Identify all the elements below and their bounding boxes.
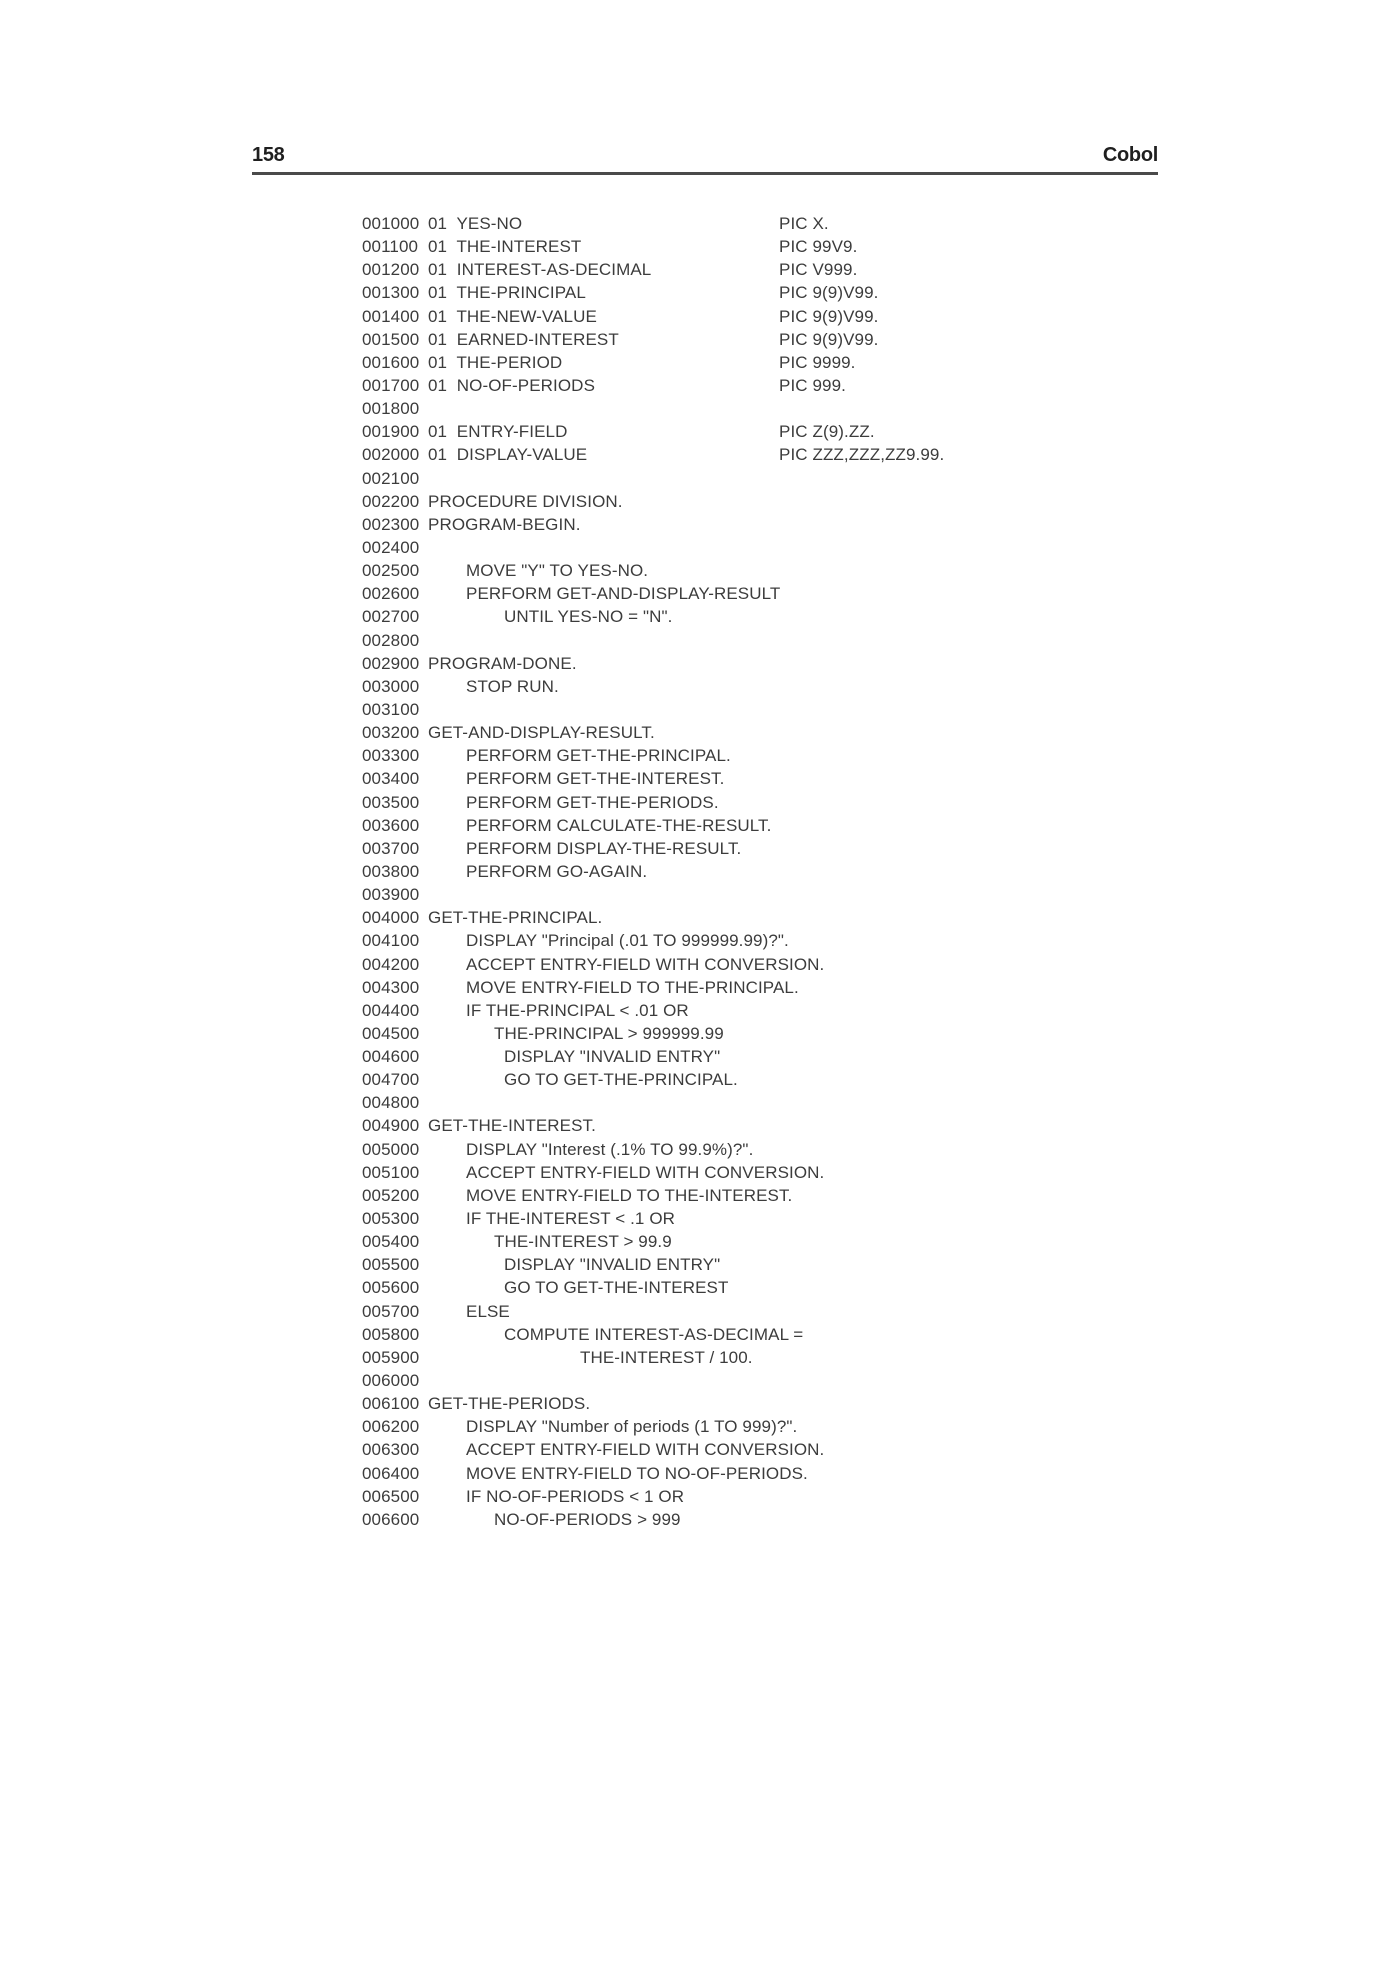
- code-text: STOP RUN.: [466, 676, 559, 696]
- code-text: COMPUTE INTEREST-AS-DECIMAL =: [504, 1324, 804, 1344]
- code-text: 01 THE-INTEREST: [428, 237, 582, 257]
- code-text: GO TO GET-THE-PRINCIPAL.: [504, 1070, 738, 1090]
- header-rule: [252, 172, 1158, 175]
- code-text: DISPLAY "INVALID ENTRY": [504, 1047, 721, 1067]
- code-line: [362, 860, 1082, 883]
- code-text: PERFORM GET-AND-DISPLAY-RESULT: [466, 584, 781, 604]
- code-text: 01 INTEREST-AS-DECIMAL: [428, 260, 652, 280]
- code-text: ELSE: [466, 1301, 510, 1321]
- line-number: 005400: [362, 1232, 420, 1252]
- line-number: 002400: [362, 537, 420, 557]
- line-number: 003600: [362, 815, 420, 835]
- code-line: [362, 212, 1082, 235]
- line-number: 004100: [362, 931, 420, 951]
- picture-clause: PIC 9(9)V99.: [779, 283, 879, 303]
- code-line: [362, 1045, 1082, 1068]
- picture-clause: PIC V999.: [779, 260, 858, 280]
- picture-clause: PIC 99V9.: [779, 237, 858, 257]
- picture-clause: PIC 9999.: [779, 352, 856, 372]
- line-number: 002100: [362, 468, 420, 488]
- code-line: [362, 953, 1082, 976]
- code-text: GO TO GET-THE-INTEREST: [504, 1278, 729, 1298]
- code-line: [362, 1207, 1082, 1230]
- code-text: GET-THE-PERIODS.: [428, 1394, 591, 1414]
- line-number: 004200: [362, 954, 420, 974]
- line-number: 002800: [362, 630, 420, 650]
- code-line: [362, 513, 1082, 536]
- code-line: [362, 1323, 1082, 1346]
- line-number: 001200: [362, 260, 420, 280]
- code-line: [362, 1438, 1082, 1461]
- line-number: 004400: [362, 1000, 420, 1020]
- code-text: PERFORM GET-THE-PERIODS.: [466, 792, 719, 812]
- line-number: 004000: [362, 908, 420, 928]
- code-line: [362, 767, 1082, 790]
- line-number: 006100: [362, 1394, 420, 1414]
- line-number: 004800: [362, 1093, 420, 1113]
- code-text: PROGRAM-DONE.: [428, 653, 577, 673]
- line-number: 001900: [362, 422, 420, 442]
- picture-clause: PIC X.: [779, 214, 829, 233]
- code-text: DISPLAY "INVALID ENTRY": [504, 1255, 721, 1275]
- code-text: DISPLAY "Interest (.1% TO 99.9%)?".: [466, 1139, 754, 1159]
- code-text: DISPLAY "Principal (.01 TO 999999.99)?".: [466, 931, 789, 951]
- code-text: 01 THE-PERIOD: [428, 352, 563, 372]
- code-line: [362, 582, 1082, 605]
- code-line: [362, 1161, 1082, 1184]
- code-line: [362, 1091, 1082, 1114]
- code-line: [362, 328, 1082, 351]
- code-text: THE-INTEREST / 100.: [580, 1347, 753, 1367]
- code-text: 01 DISPLAY-VALUE: [428, 445, 588, 465]
- line-number: 005100: [362, 1162, 420, 1182]
- running-head: Cobol: [1102, 144, 1158, 166]
- code-line: [362, 698, 1082, 721]
- line-number: 001000: [362, 214, 420, 233]
- line-number: 005800: [362, 1324, 420, 1344]
- code-line: [362, 397, 1082, 420]
- code-line: [362, 675, 1082, 698]
- code-line: [362, 559, 1082, 582]
- line-number: 004500: [362, 1023, 420, 1043]
- line-number: 006600: [362, 1509, 420, 1529]
- code-line: [362, 420, 1082, 443]
- line-number: 004700: [362, 1070, 420, 1090]
- code-text: 01 YES-NO: [428, 214, 523, 233]
- code-text: ACCEPT ENTRY-FIELD WITH CONVERSION.: [466, 954, 825, 974]
- picture-clause: PIC 9(9)V99.: [779, 329, 879, 349]
- code-line: [362, 791, 1082, 814]
- line-number: 005300: [362, 1209, 420, 1229]
- code-text: ACCEPT ENTRY-FIELD WITH CONVERSION.: [466, 1440, 825, 1460]
- code-text: PERFORM GET-THE-PRINCIPAL.: [466, 746, 731, 766]
- code-text: THE-PRINCIPAL > 999999.99: [494, 1023, 724, 1043]
- code-line: [362, 929, 1082, 952]
- code-text: IF NO-OF-PERIODS < 1 OR: [466, 1486, 685, 1506]
- code-text: PERFORM DISPLAY-THE-RESULT.: [466, 838, 742, 858]
- code-text: 01 NO-OF-PERIODS: [428, 375, 596, 395]
- code-text: MOVE ENTRY-FIELD TO NO-OF-PERIODS.: [466, 1463, 808, 1483]
- code-line: [362, 1068, 1082, 1091]
- page-number: 158: [252, 144, 285, 166]
- code-line: [362, 235, 1082, 258]
- line-number: 006000: [362, 1371, 420, 1391]
- code-line: [362, 1253, 1082, 1276]
- line-number: 005000: [362, 1139, 420, 1159]
- code-line: [362, 652, 1082, 675]
- code-line: [362, 906, 1082, 929]
- code-text: 01 ENTRY-FIELD: [428, 422, 568, 442]
- code-line: [362, 629, 1082, 652]
- code-line: [362, 351, 1082, 374]
- code-line: [362, 1415, 1082, 1438]
- line-number: 005700: [362, 1301, 420, 1321]
- code-line: [362, 721, 1082, 744]
- code-line: [362, 258, 1082, 281]
- line-number: 001600: [362, 352, 420, 372]
- line-number: 003400: [362, 769, 420, 789]
- code-line: [362, 1508, 1082, 1531]
- line-number: 003200: [362, 723, 420, 743]
- code-text: PROCEDURE DIVISION.: [428, 491, 623, 511]
- code-line: [362, 837, 1082, 860]
- code-text: IF THE-PRINCIPAL < .01 OR: [466, 1000, 689, 1020]
- code-text: NO-OF-PERIODS > 999: [494, 1509, 681, 1529]
- code-text: THE-INTEREST > 99.9: [494, 1232, 672, 1252]
- code-line: [362, 1462, 1082, 1485]
- code-text: 01 THE-NEW-VALUE: [428, 306, 597, 326]
- picture-clause: PIC Z(9).ZZ.: [779, 422, 875, 442]
- line-number: 001800: [362, 399, 420, 419]
- picture-clause: PIC 999.: [779, 375, 846, 395]
- code-text: PERFORM GET-THE-INTEREST.: [466, 769, 725, 789]
- code-line: [362, 1485, 1082, 1508]
- line-number: 003900: [362, 885, 420, 905]
- code-line: [362, 976, 1082, 999]
- code-line: [362, 744, 1082, 767]
- line-number: 001400: [362, 306, 420, 326]
- line-number: 003700: [362, 838, 420, 858]
- code-text: MOVE ENTRY-FIELD TO THE-PRINCIPAL.: [466, 977, 799, 997]
- picture-clause: PIC 9(9)V99.: [779, 306, 879, 326]
- code-line: [362, 305, 1082, 328]
- code-line: [362, 1138, 1082, 1161]
- line-number: 003300: [362, 746, 420, 766]
- line-number: 004900: [362, 1116, 420, 1136]
- code-line: [362, 374, 1082, 397]
- line-number: 006300: [362, 1440, 420, 1460]
- code-line: [362, 999, 1082, 1022]
- line-number: 002300: [362, 514, 420, 534]
- code-text: IF THE-INTEREST < .1 OR: [466, 1209, 676, 1229]
- code-listing: [362, 212, 1082, 1531]
- code-line: [362, 467, 1082, 490]
- line-number: 002500: [362, 561, 420, 581]
- code-text: 01 EARNED-INTEREST: [428, 329, 619, 349]
- line-number: 005200: [362, 1185, 420, 1205]
- line-number: 003000: [362, 676, 420, 696]
- code-text: GET-THE-INTEREST.: [428, 1116, 596, 1136]
- code-line: [362, 814, 1082, 837]
- line-number: 004600: [362, 1047, 420, 1067]
- code-text: PROGRAM-BEGIN.: [428, 514, 581, 534]
- code-text: MOVE "Y" TO YES-NO.: [466, 561, 649, 581]
- line-number: 005500: [362, 1255, 420, 1275]
- code-line: [362, 1346, 1082, 1369]
- code-text: DISPLAY "Number of periods (1 TO 999)?".: [466, 1417, 798, 1437]
- code-text: PERFORM CALCULATE-THE-RESULT.: [466, 815, 772, 835]
- line-number: 006400: [362, 1463, 420, 1483]
- code-line: [362, 1230, 1082, 1253]
- line-number: 005900: [362, 1347, 420, 1367]
- code-line: [362, 281, 1082, 304]
- line-number: 002900: [362, 653, 420, 673]
- line-number: 001500: [362, 329, 420, 349]
- code-line: [362, 1300, 1082, 1323]
- line-number: 006200: [362, 1417, 420, 1437]
- code-line: [362, 1184, 1082, 1207]
- code-text: UNTIL YES-NO = "N".: [504, 607, 673, 627]
- line-number: 002200: [362, 491, 420, 511]
- code-line: [362, 1276, 1082, 1299]
- code-text: 01 THE-PRINCIPAL: [428, 283, 586, 303]
- line-number: 003100: [362, 699, 420, 719]
- code-text: GET-AND-DISPLAY-RESULT.: [428, 723, 655, 743]
- line-number: 002000: [362, 445, 420, 465]
- code-line: [362, 883, 1082, 906]
- line-number: 001100: [362, 237, 419, 257]
- picture-clause: PIC ZZZ,ZZZ,ZZ9.99.: [779, 445, 945, 465]
- line-number: 004300: [362, 977, 420, 997]
- code-line: [362, 443, 1082, 466]
- line-number: 001300: [362, 283, 420, 303]
- line-number: 003500: [362, 792, 420, 812]
- code-line: [362, 1392, 1082, 1415]
- code-line: [362, 536, 1082, 559]
- line-number: 006500: [362, 1486, 420, 1506]
- code-line: [362, 1022, 1082, 1045]
- code-line: [362, 1369, 1082, 1392]
- line-number: 005600: [362, 1278, 420, 1298]
- code-text: PERFORM GO-AGAIN.: [466, 861, 648, 881]
- line-number: 001700: [362, 375, 420, 395]
- code-line: [362, 1114, 1082, 1137]
- line-number: 003800: [362, 861, 420, 881]
- code-line: [362, 605, 1082, 628]
- code-text: ACCEPT ENTRY-FIELD WITH CONVERSION.: [466, 1162, 825, 1182]
- line-number: 002600: [362, 584, 420, 604]
- code-line: [362, 490, 1082, 513]
- code-text: GET-THE-PRINCIPAL.: [428, 908, 603, 928]
- line-number: 002700: [362, 607, 420, 627]
- code-text: MOVE ENTRY-FIELD TO THE-INTEREST.: [466, 1185, 793, 1205]
